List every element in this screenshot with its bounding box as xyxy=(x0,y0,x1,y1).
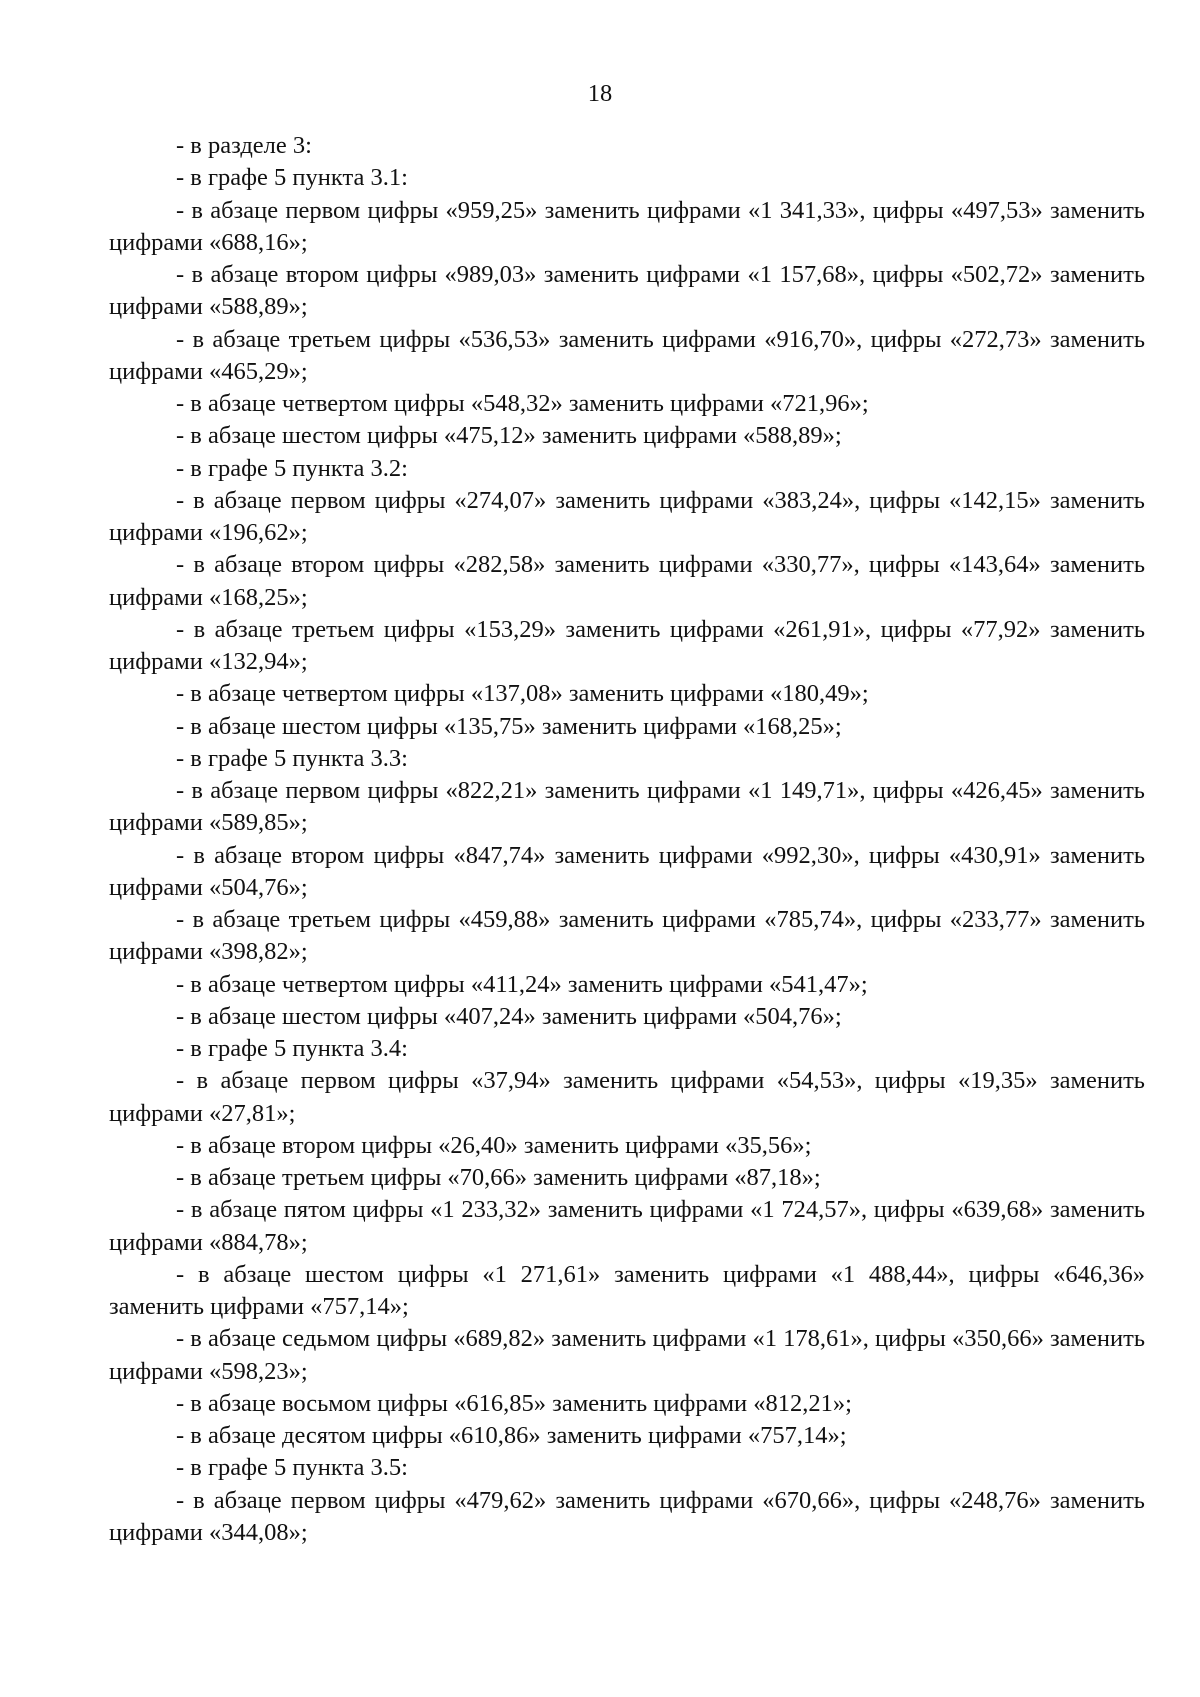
paragraph-3-3-third: - в абзаце третьем цифры «459,88» заменить цифрами «785,74», цифры «233,77» заменить цифрами «398,82»; xyxy=(109,906,1145,966)
paragraph-3-4-fifth: - в абзаце пятом цифры «1 233,32» заменить цифрами «1 724,57», цифры «639,68» заменить цифрами «884,78»; xyxy=(109,1196,1145,1256)
paragraph-section-3: - в разделе 3: xyxy=(176,132,312,159)
paragraph-item-3-4-heading: - в графе 5 пункта 3.4: xyxy=(176,1035,408,1062)
paragraph-3-4-eighth: - в абзаце восьмом цифры «616,85» заменить цифрами «812,21»; xyxy=(176,1389,852,1417)
paragraph-3-1-fourth: - в абзаце четвертом цифры «548,32» заменить цифрами «721,96»; xyxy=(176,390,869,417)
page-number: 18 xyxy=(587,80,613,107)
paragraph-3-4-seventh: - в абзаце седьмом цифры «689,82» заменить цифрами «1 178,61», цифры «350,66» заменить цифрами «598,23»; xyxy=(109,1325,1145,1385)
paragraph-3-1-first: - в абзаце первом цифры «959,25» заменить цифрами «1 341,33», цифры «497,53» заменить цифрами «688,16»; xyxy=(109,196,1145,256)
paragraph-3-3-sixth: - в абзаце шестом цифры «407,24» заменить цифрами «504,76»; xyxy=(176,1002,842,1030)
paragraph-3-2-second: - в абзаце втором цифры «282,58» заменить цифрами «330,77», цифры «143,64» заменить цифрами «168,25»; xyxy=(109,551,1145,611)
paragraph-3-2-first: - в абзаце первом цифры «274,07» заменить цифрами «383,24», цифры «142,15» заменить цифрами «196,62»; xyxy=(109,486,1145,546)
paragraph-3-2-sixth: - в абзаце шестом цифры «135,75» заменить цифрами «168,25»; xyxy=(176,712,842,740)
paragraph-3-2-fourth: - в абзаце четвертом цифры «137,08» заменить цифрами «180,49»; xyxy=(176,680,869,708)
paragraph-3-4-third: - в абзаце третьем цифры «70,66» заменить цифрами «87,18»; xyxy=(176,1164,821,1191)
paragraph-3-2-third: - в абзаце третьем цифры «153,29» заменить цифрами «261,91», цифры «77,92» заменить цифрами «132,94»; xyxy=(109,615,1145,675)
paragraph-item-3-3-heading: - в графе 5 пункта 3.3: xyxy=(176,744,408,772)
paragraph-3-4-tenth: - в абзаце десятом цифры «610,86» заменить цифрами «757,14»; xyxy=(176,1422,847,1449)
paragraph-item-3-1-heading: - в графе 5 пункта 3.1: xyxy=(176,164,408,192)
paragraph-3-3-second: - в абзаце втором цифры «847,74» заменить цифрами «992,30», цифры «430,91» заменить цифрами «504,76»; xyxy=(109,841,1145,901)
paragraph-3-1-second: - в абзаце втором цифры «989,03» заменить цифрами «1 157,68», цифры «502,72» заменить цифрами «588,89»; xyxy=(109,261,1145,321)
paragraph-item-3-2-heading: - в графе 5 пункта 3.2: xyxy=(176,454,408,482)
paragraph-3-4-first: - в абзаце первом цифры «37,94» заменить цифрами «54,53», цифры «19,35» заменить цифрами «27,81»; xyxy=(109,1067,1145,1127)
paragraph-item-3-5-heading: - в графе 5 пункта 3.5: xyxy=(176,1454,408,1482)
paragraph-3-1-third: - в абзаце третьем цифры «536,53» заменить цифрами «916,70», цифры «272,73» заменить цифрами «465,29»; xyxy=(109,325,1145,385)
paragraph-3-1-sixth: - в абзаце шестом цифры «475,12» заменить цифрами «588,89»; xyxy=(176,422,842,450)
document-body xyxy=(109,130,1145,1549)
paragraph-3-4-second: - в абзаце втором цифры «26,40» заменить цифрами «35,56»; xyxy=(176,1131,812,1159)
paragraph-3-4-sixth: - в абзаце шестом цифры «1 271,61» заменить цифрами «1 488,44», цифры «646,36» заменить цифрами «757,14»; xyxy=(109,1260,1145,1320)
paragraph-3-3-first: - в абзаце первом цифры «822,21» заменить цифрами «1 149,71», цифры «426,45» заменить цифрами «589,85»; xyxy=(109,777,1145,837)
paragraph-3-5-first: - в абзаце первом цифры «479,62» заменить цифрами «670,66», цифры «248,76» заменить цифрами «344,08»; xyxy=(109,1486,1145,1546)
paragraph-3-3-fourth: - в абзаце четвертом цифры «411,24» заменить цифрами «541,47»; xyxy=(176,970,868,998)
